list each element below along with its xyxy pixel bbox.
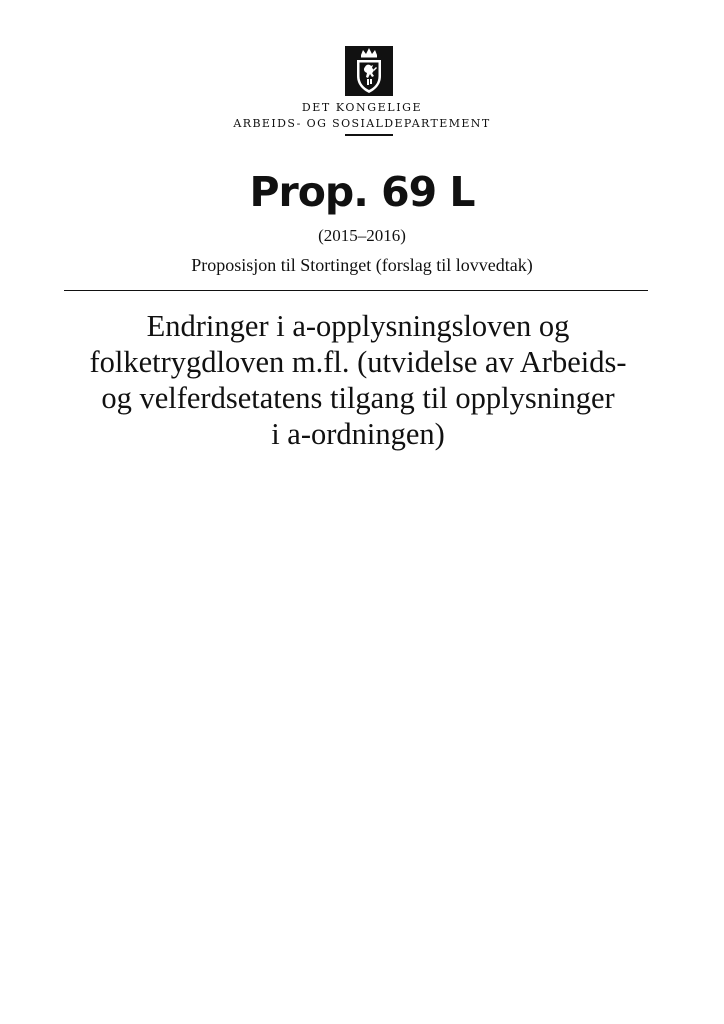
session-years: (2015–2016) [318,226,406,245]
department-name-line1: DET KONGELIGE [301,101,423,114]
document-title-line: folketrygdloven m.fl. (utvidelse av Arbeids- [89,345,627,379]
department-name-line2: ARBEIDS- OG SOSIALDEPARTEMENT [233,117,491,130]
document-title-line: Endringer i a-opplysningsloven og [146,309,570,343]
proposition-number: Prop. 69 L [249,168,475,216]
proposition-type: Proposisjon til Stortinget (forslag til lovvedtak) [191,255,533,275]
coat-of-arms-icon [345,46,393,96]
document-title-line: i a-ordningen) [271,417,445,451]
department-underline [345,134,393,136]
document-title-line: og velferdsetatens tilgang til opplysninger [101,381,615,415]
title-divider [64,290,648,291]
document-title [56,308,660,452]
